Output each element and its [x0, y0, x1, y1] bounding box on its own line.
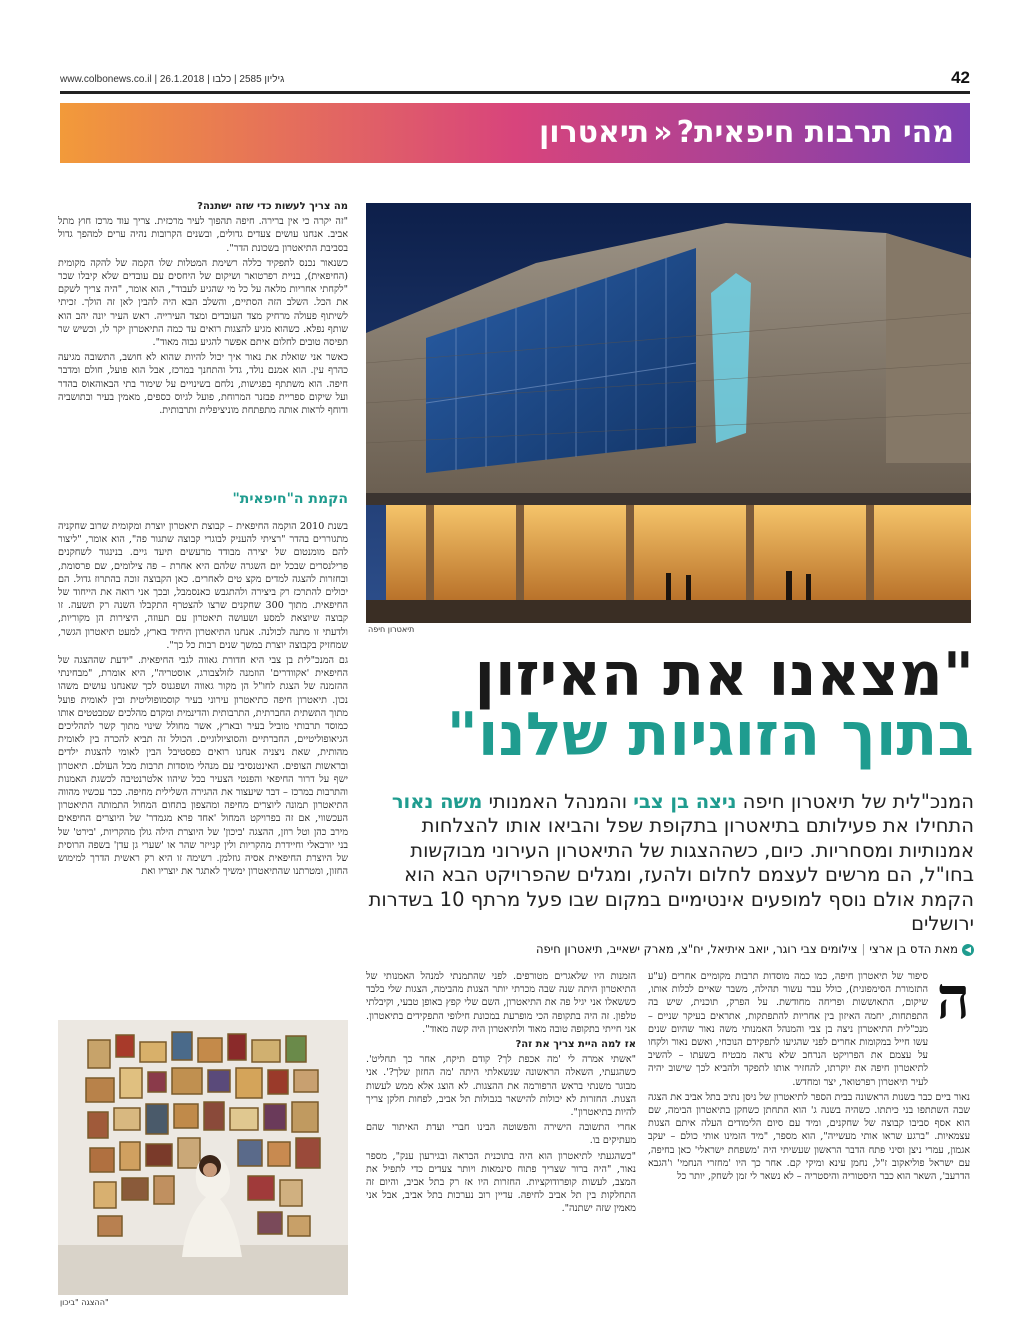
body-paragraph: סיפור של תיאטרון חיפה, כמו כמה מוסדות תרבות מקומיים אחרים (ע"ע התזמורת הסימפונית), כולל עבר עשור תהילה, משבר שאיים לכלות אותו, שיקום, התאוששות ופריחה מחודשת. על הפרק, תוכנית, שיש בה התפתחות, יחמה האיזון בין אחריות להתפתקות, אתראים בעיקר שניים – מנכ"לית התיאטרון ניצה בן צבי והמנהל האמנותי משה נאור שהיום שנים עשו חייל במקומות אחרים לפני שהגיעו לתפקידם הנוכחי, ואשם נאור ולקחו על עצמם את הפרויקט הנרחב שלא נראה מבטיח בשעתו – להשיב לתיאטרון חיפה את יוקרתו, להחזיר אותו לתפקד ולהביא לכך שישוב יהיה לעיר תיאטרון רפרטואר, יצר ומחדש.	[648, 971, 928, 1088]
left-paragraph: "זה יקרה כי אין ברירה. חיפה תהפוך לעיר מרכזית. צריך עוד מרכז חוץ מתל אביב. אנחנו עושים צעדים גדולים, ובשנים הקרובות נהיה ערים למהפך גדול בסביבת התיאטרון בשכונת הדר".	[58, 216, 348, 254]
section-heading: הקמת ה"חיפאית"	[232, 491, 348, 507]
left-paragraph: בשנת 2010 הוקמה החיפאית – קבוצת תיאטרון יוצרת ומקומית שרוב שחקניה מתגוררים בהדר "רציתי להעניק לבוגרי קבוצה שתגור פה", הוא אומר, "ליצור להם מומנטום של יצירה מבודד מרעשים תיעד גיים. בנינגוד לשחקנים פרילנסרים שבכל יום השגרה שלהם היא אחרת – פה צילומים, שם פרסומת, ובחזרות להצגה למדים מקצ טים לאחרים. כאן הקבוצה זוכה בהתרוז גדול. הם יכולים להתרכז רק ביצירה ולהתגבש כאנסמבל, ובכך אני רואה את הייחוד של החיפאית. מתוך 300 שחקנים שרצו להצטרף התקבלו השנה רק תשעה. זו קבוצה שיוצאת למסע ושעושה תיאטרון עם תעוזה, היצירות הן מקוריות, ולדעתי זו מתנה לכולנה. אנחנו התיאטרון היחיד בארץ, למעט תיאטרון הגשר, שמחזיק בקבוצה יוצרת במשך שנים רבות כל כך".	[58, 521, 348, 651]
body-mid-column	[366, 970, 636, 1325]
banner-title	[539, 115, 954, 150]
page-number: 42	[951, 68, 970, 87]
photo-credits: צילומים צבי רוגר, יואב איתיאל, יח"צ, מארק ישאייב, תיאטרון חיפה	[535, 942, 858, 956]
theater-photo	[366, 203, 971, 623]
deck-part: והמנהל האמנותי	[482, 790, 634, 813]
body-paragraph: הזמנות היו שלאגרים מטורפים. לפני שהתמנתי למנהל האמנותי של התיאטרון היתה שנה שבה מכרתי יותר הצגות מהבימה, הצגות שלי בלבד כששאלו אני יגיל פה את התיאטרון, השם שלי קפץ באופן טבעי, וקיבלתי טלפון. זה היה בתקופה הכי מופרעת במכונת חילופי התפקידים בתיאטרון. אני חייתי בתקופה טובה מאוד ולתיאטרון היה קשה מאוד".	[366, 971, 636, 1035]
dropcap: ה	[936, 970, 970, 1032]
section-banner	[60, 103, 970, 163]
site-url[interactable]: www.colbonews.co.il | גיליון 2585 | כלבו | 26.1.2018	[60, 74, 285, 85]
byline-separator: |	[861, 942, 866, 956]
deck-part: התחילו את פעילותם בתיאטרון בתקופת שפל והביאו אותו להצלחות אמנותיות ומסחריות. כיום, כשההצגות של התיאטרון העירוני מבוקשות בחו"ל, הם מרשים לעצמם לחלום ולהעז, ומגלים שהפרויקט הבא הוא הקמת אולם נוסף למופעים אינטימיים במקום שבו פעל מרתף 10 בשדרות ירושלים	[368, 814, 974, 936]
left-paragraph: כאשר אני שואלת את נאור איך יכול להיות שהוא לא חושב, התשובה מגיעה כהרף עין. הוא אמנם נולד, גדל והתחנך במרכז, אבל הוא פועל, חולם ומדבר חיפה. הוא משתתף בפגישות, נלחם בשינויים על שימור בתי הבאוהאוס בהדר ועל שיקום ספריית פבזנר המרוחת, פועל לגיוס כספים, מאמין בעיר ובתושביה ודוחף לראות אותה מתפתחת מוניציפלית ותרבותית.	[58, 352, 348, 417]
photo-credit: תיאטרון חיפה	[368, 625, 415, 634]
body-paragraph: "אשתי אמרה לי 'מה אכפת לך? קודם תיקח, אחר כך תחליט'. כשהגעתי, השאלה הראשונה שנשאלתי היתה 'מה החזון שלך?'. אני מבוגר משנתי בראש הרפורמה את ההצגות. לא הוצג אלא ממש לעשות הצגות. החזרות לא יכולות להישאר בגבולות תל אביב, לפחות חלקן צריך להיות בתיאטרון".	[366, 1054, 636, 1119]
body-paragraph: "כשהגעתי לתיאטרון הוא היה בתוכנית הבראה ובגירעון ענק", מספר נאור, "היה ברור שצריך פתוח סינמאות ויותר צעדים כדי לתפיל את המצב, לעשות קופרודוקציות. החזרות היו אז רק בתל אביב, והיום זה התחלקות בין תל אביב לחיפה. עדיין רוב נערכות בתל אביב, אבל אני מאמין שזה ישתנה".	[366, 1150, 636, 1215]
author: מאת הדס בן ארצי	[869, 942, 958, 956]
bichon-photo	[58, 1020, 348, 1295]
page-header	[60, 68, 970, 90]
body-paragraph: נאור ביים כבר בשנות הראשונה בבית הספר לתיאטרון של ניסן נתיב בתל אביב את הצגה שבה השתתפו בני כיתתו. כשהיה בשנה ג' הוא התחתן כשחקן בתיאטרון הבימה, שם הוא אסף סביבו קבוצה של שחקנים, ומיד עם סיום הלימודים העלה איתם הצגות עצמאיות. "ברגע שראו אותי מעשייה", הוא מספר, "מיד הזמינו אותי כולם – יעקב אגמון, עמרי ניצן וסיני פתח הדבר הראשון שעשיתי היה 'משפחת ישראלי' כאן בחיפה, עם ישראל פוליאקוב ז"ל, נחמן עינא ומיקי קם. אחר כך היו 'מחזרי הנחמי' ו'הגבא הדרעב', השאר הוא כבר היסטוריה והיסטריה – לא נשאר לי זמן לשחק, יותר כל	[648, 1091, 970, 1183]
small-photo-credit: ההצגה "ביכון"	[60, 1298, 109, 1307]
header-rule	[60, 91, 970, 94]
banner-section: תיאטרון	[538, 115, 650, 150]
banner-question: מהי תרבות חיפאית?	[676, 115, 954, 150]
left-column-lower	[58, 520, 348, 985]
left-paragraph: כשנאור נכנס לתפקיד כללה רשימת המטלות שלו הקמה של להקה מקומית (החיפאית), בניית רפרטואר ושיקום של היחסים עם עובדים שלא קיבלו שכר "לקחתי אחריות מלאה על כל מי שהגיע לעבוד", הוא אומר, "היה צריך לשקם את הכל. השלב הזה הסתיים, והשלב הבא היה להבין לאן זה הולך. זכיתי לשיתוף פעולה מרחיק מצד העובדים ומצד העירייה. ראש העיר יונה יהב הוא שותף נפלא. כשהוא מגיע להצגות רואים עד כמה התיאטרון יקר לו, וכשיש שר תפיסה טובים לחלום איתם אפשר להגיע גבוה מאוד".	[58, 257, 348, 349]
deck-name-nitza: ניצה בן צבי	[633, 790, 737, 813]
double-arrow-icon: «	[653, 115, 673, 150]
left-paragraph: גם המנכ"לית בן צבי היא חדורת גאווה לגבי החיפאית. "ידעת שההצגה של החיפאית 'אקוודרים' הוזמנה לזולצבורג, אוסטריה", היא אומרת, "מבחינתי ההזמנה של הצגת לחו"ל הן מקור גאווה ושפגנוס לכך שאנחנו עושים משהו נכון. תיאטרון חיפה כתיאטרון עירוני בעיר קוסמופוליטית ובין לאומית פועל מתוך התשתית החברתית, התרבותית והדינמית ומקדם מהלכים שמבטטים אותו כמוסד תרבותי מוביל בעיר ובארץ, אשר מחולל שינוי מתוך קשר לתהליכים הגיאופוליטיים, החברתיים והסוציולוגיים. הכולל זה תביא להכרה בין לאומית מהותית, שאת ניצניה אנחנו רואים כפסטיבל הבין לאומי להצגות ילדים ובראשות הצופים. האינטנסיבי עם מנהלי מוסדות תרבות מכל העולם. תיאטרון ישף על דרור החיפאי והפנטי הצעיר בכל שיהוו אלטרנטיבה לכשגת האמנות והתרבות במרכז – דבר שיעצור את ההגירה השלילית מחיפה. ככר עכשיו מהווה התיאטרון תמונה ליוצרים מחיפה ומהצפון בתחום המחול התמותה התיאטרון העכשווי, אם זה בפרויקט המחול 'אחד פרא מגמדר' של היוצרים החיפאים מירב כהן וטל רוזן, ההצגה 'ביכון' של היוצרת הילה גולן מהקריות, 'בירט' של בני יורבאלי וחיידרת מהקריות ולין קנייזר שהר או 'שערי גן עדן' בשפה הרוסית של היוצרת החיפאית אסיה גוזלמן. רשימה זו היא רק ראשית הדרך למימוש החזון, ומטרתנו שהתיאטרון ימשיך לאתגר את יוצריו ואת	[58, 655, 348, 878]
arrow-left-icon: ◀	[962, 944, 974, 956]
headline-line-1: "מצאנו את האיזון	[474, 640, 974, 710]
body-paragraph: אחרי התשובה הישירה והפשוטה הבינו חברי ועדת האיתור שהם מעתיקים בו.	[366, 1122, 636, 1147]
byline	[366, 942, 974, 962]
interview-question: אז למה היית צריך את זה?	[515, 1039, 636, 1051]
body-right-column	[648, 970, 970, 1325]
headline-line-2: בתוך הזוגיות שלנו"	[446, 700, 974, 770]
left-subhead: מה צריך לעשות כדי שזה ישתנה?	[197, 201, 348, 212]
deck-part: המנכ"לית של תיאטרון חיפה	[736, 790, 974, 813]
deck-text	[366, 790, 974, 940]
deck-name-moshe: משה נאור	[391, 790, 483, 813]
headline	[366, 640, 974, 780]
